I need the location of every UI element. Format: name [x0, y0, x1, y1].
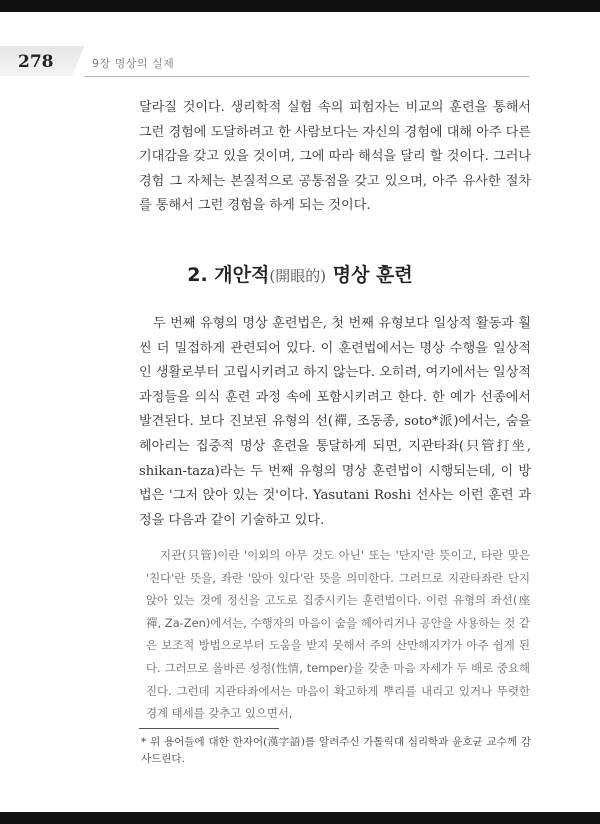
page-number: 278: [18, 52, 54, 72]
running-header: [0, 46, 600, 86]
section-heading: [0, 260, 600, 287]
section-number-title: 2. 개안적: [187, 264, 270, 286]
bottom-border: [0, 812, 600, 824]
footnote-rule: [139, 728, 279, 729]
section-hanja: (開眼的): [269, 267, 327, 285]
section-title-rest: 명상 훈련: [332, 264, 413, 286]
paragraph: 달라질 것이다. 생리학적 실험 속의 피험자는 비교의 훈련을 통해서 그런 경험에 도달하려고 한 사람보다는 자신의 경험에 대해 아주 다른 기대감을 갖고 있을 것이며, 그에 따라 해석을 달리 할 것이다. 그러나 경험 그 자체는 본질적으로 공통점을 갖고 있으며, 아주 유사한 절차를 통해서 그런 경험을 하게 되는 것이다.: [139, 100, 531, 214]
header-rule: [84, 76, 530, 77]
quote-paragraph: 지관(只管)이란 '이외의 아무 것도 아닌' 또는 '단지'란 뜻이고, 타란 맞은 '친다'란 뜻을, 좌란 '앉아 있다'란 뜻을 의미한다. 그러므로 지관타좌란 단지 앉아 있는 것에 정신을 고도로 집중시키는 훈련법이다. 이런 유형의 좌선(座禪, Za-Zen)에서는, 수행자의 마음이 숨을 헤아리거나 공안을 사용하는 것 같은 보조적 방법으로부터 도움을 받지 못해서 주의 산만해지기가 아주 쉽게 된다. 그러므로 올바른 성정(性情, temper)을 갖춘 마음 자세가 두 배로 중요해진다. 그런데 지관타좌에서는 마음이 확고하게 뿌리를 내리고 있거나 뚜렷한 경계 태세를 갖추고 있으면서,: [146, 548, 530, 721]
body-paragraph-2: [139, 312, 531, 533]
block-quote: [146, 544, 530, 725]
top-border: [0, 0, 600, 12]
paragraph: 두 번째 유형의 명상 훈련법은, 첫 번째 유형보다 일상적 활동과 훨씬 더 밀접하게 관련되어 있다. 이 훈련법에서는 명상 수행을 일상적인 생활로부터 고립시키려고 하지 않는다. 오히려, 여기에서는 일상적 과정들을 의식 훈련 과정 속에 포함시키려고 한다. 한 예가 선종에서 발견된다. 보다 진보된 유형의 선(禪, 조동종, soto*派)에서는, 숨을 헤아리는 집중적 명상 훈련을 통달하게 되면, 지관타좌(只管打坐, shikan-taza)라는 두 번째 유형의 명상 훈련법이 시행되는데, 이 방법은 '그저 앉아 있는 것'이다. Yasutani Roshi 선사는 이런 훈련 과정을 다음과 같이 기술하고 있다.: [139, 316, 531, 528]
chapter-title: 9장 명상의 실제: [92, 57, 175, 70]
body-paragraph-1: [139, 96, 531, 219]
footnote: * 위 용어들에 대한 한자어(漢字語)를 알려주신 가톨릭대 심리학과 윤호균 교수께 감사드린다.: [141, 736, 531, 765]
